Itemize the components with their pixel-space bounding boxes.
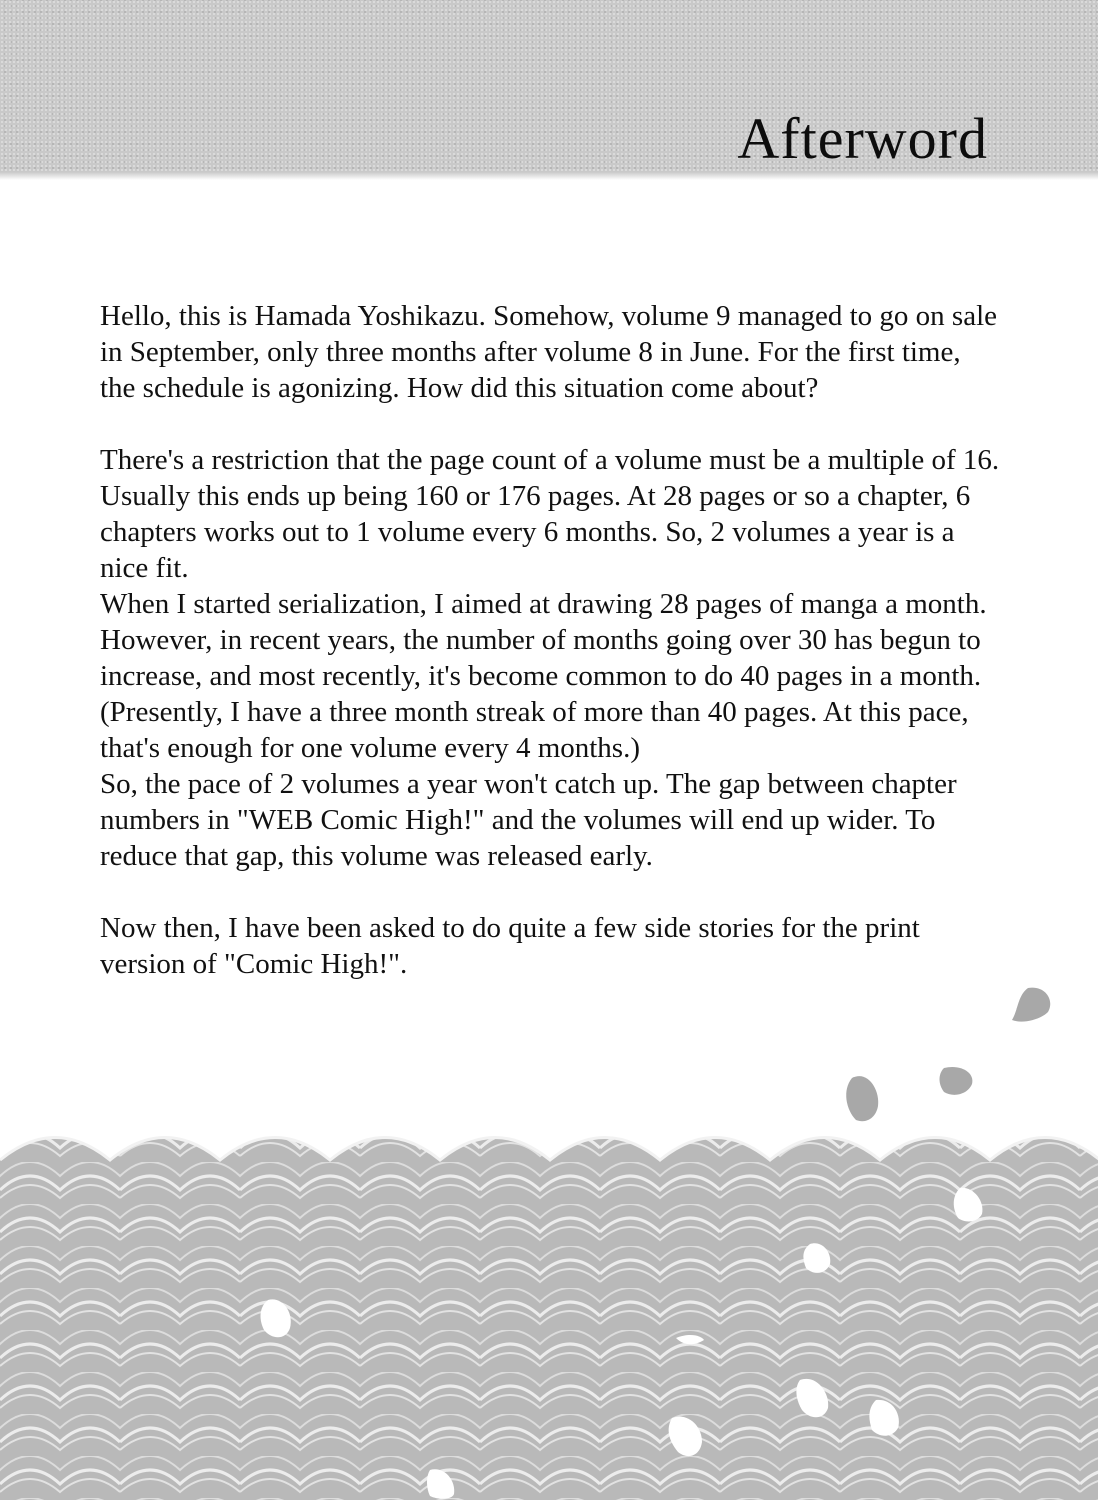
- page-title: Afterword: [737, 106, 988, 171]
- paragraph-side-stories: Now then, I have been asked to do quite a few side stories for the print version of "Comic High!".: [100, 912, 920, 980]
- wave-pattern-illustration: [0, 1120, 1098, 1500]
- petal-grey-right: [1012, 988, 1050, 1022]
- paragraph-restriction: There's a restriction that the page count of a volume must be a multiple of 16. Usually this ends up being 160 or 176 pages. At 28 pages or so a chapter, 6 chapters works out to 1 volume every 6 months. So, 2 volumes a year is a nice fit.: [100, 444, 1000, 584]
- paragraph-pace: So, the pace of 2 volumes a year won't catch up. The gap between chapter numbers in "WEB Comic High!" and the volumes will end up wider. To reduce that gap, this volume was released early.: [100, 768, 957, 872]
- afterword-body: [100, 298, 1000, 982]
- petal-grey-small: [940, 1067, 973, 1095]
- paragraph-gap: [100, 874, 1000, 910]
- paragraph-serialization: When I started serialization, I aimed at drawing 28 pages of manga a month. However, in recent years, the number of months going over 30 has begun to increase, and most recently, it's become common to do 40 pages in a month.: [100, 588, 987, 692]
- paragraph-gap: [100, 406, 1000, 442]
- paragraph-intro: Hello, this is Hamada Yoshikazu. Somehow, volume 9 managed to go on sale in September, only three months after volume 8 in June. For the first time, the schedule is agonizing. How did this situation come about?: [100, 300, 998, 404]
- wave-crest: [0, 1138, 1098, 1500]
- paragraph-streak: (Presently, I have a three month streak of more than 40 pages. At this pace, that's enough for one volume every 4 months.): [100, 696, 969, 764]
- petal-grey-center: [846, 1076, 878, 1121]
